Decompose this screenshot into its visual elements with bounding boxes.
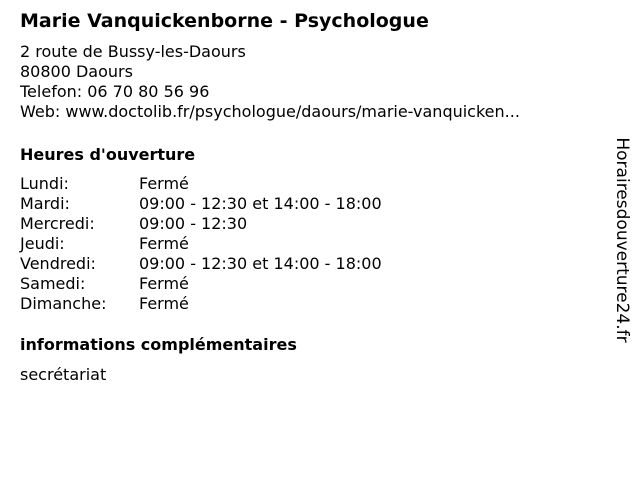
address-block: [20, 42, 520, 122]
day-hours: Fermé: [139, 294, 189, 313]
day-label: Mardi:: [20, 194, 70, 213]
info-heading: informations complémentaires: [20, 335, 297, 354]
day-label: Mercredi:: [20, 214, 95, 233]
day-label: Lundi:: [20, 174, 69, 193]
site-watermark: Horairesdouverture24.fr: [612, 137, 632, 343]
website-link[interactable]: Web: www.doctolib.fr/psychologue/daours/marie-vanquicken...: [20, 102, 520, 121]
page-title: Marie Vanquickenborne - Psychologue: [20, 10, 429, 32]
hours-row-tuesday: [20, 194, 382, 214]
day-hours: 09:00 - 12:30: [139, 214, 248, 233]
hours-heading: Heures d'ouverture: [20, 145, 196, 164]
day-hours: Fermé: [139, 234, 189, 253]
day-hours: 09:00 - 12:30 et 14:00 - 18:00: [139, 194, 382, 213]
street-address: 2 route de Bussy-les-Daours: [20, 42, 246, 61]
day-hours: 09:00 - 12:30 et 14:00 - 18:00: [139, 254, 382, 273]
hours-row-wednesday: [20, 214, 382, 234]
opening-hours-list: [20, 174, 382, 314]
city-postal: 80800 Daours: [20, 62, 133, 81]
day-label: Jeudi:: [20, 234, 65, 253]
day-hours: Fermé: [139, 274, 189, 293]
day-label: Vendredi:: [20, 254, 96, 273]
day-label: Samedi:: [20, 274, 86, 293]
hours-row-monday: [20, 174, 382, 194]
day-hours: Fermé: [139, 174, 189, 193]
hours-row-saturday: [20, 274, 382, 294]
info-text: secrétariat: [20, 365, 107, 384]
hours-row-sunday: [20, 294, 382, 314]
hours-row-thursday: [20, 234, 382, 254]
phone-number[interactable]: Telefon: 06 70 80 56 96: [20, 82, 210, 101]
hours-row-friday: [20, 254, 382, 274]
day-label: Dimanche:: [20, 294, 107, 313]
